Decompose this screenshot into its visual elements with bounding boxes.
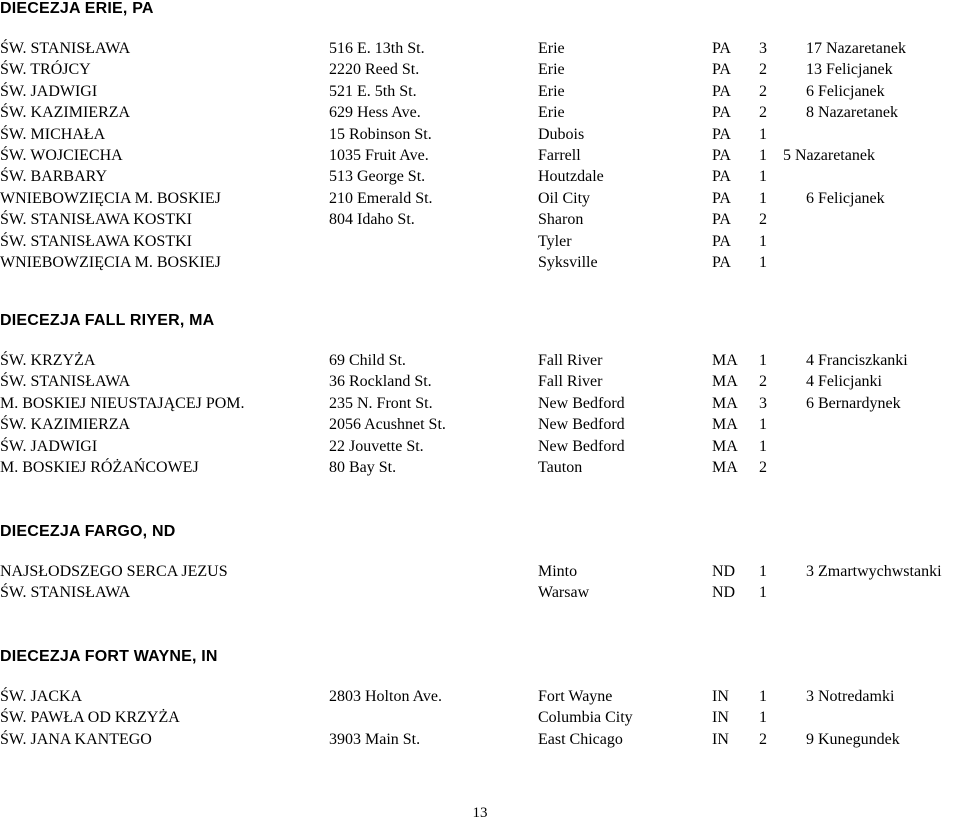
- parish-city: Tyler: [538, 232, 572, 250]
- parish-address: 2220 Reed St.: [329, 61, 420, 79]
- parish-row: [0, 209, 960, 230]
- parish-state: IN: [712, 709, 729, 727]
- parish-row: [0, 102, 960, 123]
- parish-row: [0, 414, 960, 435]
- parish-row: [0, 582, 960, 603]
- parish-address: 80 Bay St.: [329, 458, 397, 476]
- parish-city: New Bedford: [538, 416, 625, 434]
- parish-name: ŚW. KRZYŻA: [0, 352, 96, 369]
- section-heading: DIECEZJA FORT WAYNE, IN: [0, 648, 218, 665]
- parish-city: New Bedford: [538, 437, 625, 455]
- parish-state: PA: [712, 40, 731, 57]
- parish-city: Oil City: [538, 189, 591, 207]
- parish-state: PA: [712, 82, 731, 100]
- parish-city: Minto: [538, 563, 578, 580]
- parish-address: 69 Child St.: [329, 352, 406, 369]
- parish-address: 804 Idaho St.: [329, 211, 415, 229]
- parish-note: 4 Franciszkanki: [806, 352, 908, 369]
- parish-count: 2: [759, 61, 767, 79]
- parish-address: 629 Hess Ave.: [329, 104, 421, 122]
- parish-address: 2803 Holton Ave.: [329, 688, 443, 705]
- parish-row: [0, 686, 960, 707]
- section-heading: DIECEZJA FARGO, ND: [0, 523, 176, 540]
- parish-city: Syksville: [538, 253, 598, 271]
- parish-count: 1: [759, 253, 767, 271]
- parish-count: 1: [759, 563, 767, 580]
- parish-count: 2: [759, 211, 767, 229]
- parish-row: [0, 457, 960, 478]
- parish-note: 4 Felicjanki: [806, 373, 882, 391]
- parish-state: IN: [712, 730, 729, 748]
- parish-city: New Bedford: [538, 394, 625, 412]
- parish-name: ŚW. KAZIMIERZA: [0, 416, 131, 434]
- parish-row: [0, 231, 960, 252]
- parish-city: Tauton: [538, 458, 583, 476]
- parish-count: 1: [759, 437, 767, 455]
- parish-address: 3903 Main St.: [329, 730, 421, 748]
- parish-note: 17 Nazaretanek: [806, 40, 906, 57]
- section-heading: DIECEZJA ERIE, PA: [0, 0, 154, 17]
- parish-state: PA: [712, 61, 731, 79]
- parish-name: ŚW. TRÓJCY: [0, 61, 91, 79]
- parish-address: 15 Robinson St.: [329, 125, 432, 143]
- parish-note: 13 Felicjanek: [806, 61, 893, 79]
- parish-state: PA: [712, 168, 731, 186]
- parish-address: 521 E. 5th St.: [329, 82, 417, 100]
- parish-state: IN: [712, 688, 729, 705]
- parish-name: ŚW. STANISŁAWA: [0, 373, 131, 391]
- parish-row: [0, 707, 960, 728]
- parish-list: [0, 686, 960, 750]
- parish-row: [0, 166, 960, 187]
- parish-name: ŚW. JADWIGI: [0, 437, 98, 455]
- parish-list: [0, 38, 960, 273]
- parish-name: NAJSŁODSZEGO SERCA JEZUS: [0, 563, 228, 580]
- parish-name: M. BOSKIEJ NIEUSTAJĄCEJ POM.: [0, 394, 245, 412]
- parish-count: 2: [759, 730, 767, 748]
- parish-row: [0, 145, 960, 166]
- parish-count: 1: [759, 584, 767, 602]
- parish-count: 1: [759, 232, 767, 250]
- parish-row: [0, 188, 960, 209]
- parish-name: ŚW. STANISŁAWA: [0, 584, 131, 602]
- page-number: 13: [472, 805, 488, 821]
- parish-address: 235 N. Front St.: [329, 394, 433, 412]
- parish-city: Erie: [538, 61, 565, 79]
- parish-name: ŚW. PAWŁA OD KRZYŻA: [0, 709, 180, 727]
- parish-row: [0, 81, 960, 102]
- parish-row: [0, 350, 960, 371]
- parish-city: Sharon: [538, 211, 584, 229]
- parish-row: [0, 371, 960, 392]
- parish-row: [0, 124, 960, 145]
- parish-count: 1: [759, 146, 767, 164]
- parish-state: PA: [712, 189, 731, 207]
- parish-count: 1: [759, 168, 767, 186]
- parish-count: 1: [759, 416, 767, 434]
- parish-name: ŚW. KAZIMIERZA: [0, 104, 131, 122]
- parish-state: PA: [712, 211, 731, 229]
- parish-address: 1035 Fruit Ave.: [329, 146, 429, 164]
- parish-city: Fall River: [538, 352, 603, 369]
- parish-state: PA: [712, 104, 731, 122]
- parish-row: [0, 59, 960, 80]
- parish-address: 2056 Acushnet St.: [329, 416, 446, 434]
- parish-count: 1: [759, 125, 767, 143]
- parish-note: 6 Bernardynek: [806, 394, 901, 412]
- parish-note: 8 Nazaretanek: [806, 104, 898, 122]
- parish-state: PA: [712, 232, 731, 250]
- parish-state: MA: [712, 352, 738, 369]
- parish-state: ND: [712, 563, 736, 580]
- parish-city: Erie: [538, 104, 565, 122]
- parish-name: ŚW. WOJCIECHA: [0, 146, 123, 164]
- parish-name: WNIEBOWZIĘCIA M. BOSKIEJ: [0, 189, 221, 207]
- parish-count: 1: [759, 688, 767, 705]
- parish-count: 2: [759, 373, 767, 391]
- parish-name: ŚW. JANA KANTEGO: [0, 730, 152, 748]
- parish-state: PA: [712, 125, 731, 143]
- parish-note: 5 Nazaretanek: [783, 146, 875, 164]
- parish-city: Fort Wayne: [538, 688, 613, 705]
- parish-note: 6 Felicjanek: [806, 82, 885, 100]
- parish-count: 1: [759, 709, 767, 727]
- parish-note: 3 Notredamki: [806, 688, 895, 705]
- parish-state: PA: [712, 146, 731, 164]
- parish-city: Columbia City: [538, 709, 633, 727]
- parish-list: [0, 561, 960, 604]
- parish-address: 36 Rockland St.: [329, 373, 432, 391]
- parish-city: Erie: [538, 82, 565, 100]
- parish-name: ŚW. MICHAŁA: [0, 125, 106, 143]
- parish-list: [0, 350, 960, 478]
- parish-address: 516 E. 13th St.: [329, 40, 425, 57]
- parish-state: MA: [712, 373, 738, 391]
- parish-count: 1: [759, 189, 767, 207]
- parish-address: 210 Emerald St.: [329, 189, 433, 207]
- parish-address: 22 Jouvette St.: [329, 437, 424, 455]
- parish-city: Dubois: [538, 125, 585, 143]
- parish-row: [0, 252, 960, 273]
- parish-count: 3: [759, 394, 767, 412]
- section-heading: DIECEZJA FALL RIYER, MA: [0, 312, 215, 329]
- parish-state: ND: [712, 584, 736, 602]
- parish-row: [0, 561, 960, 582]
- parish-city: East Chicago: [538, 730, 623, 748]
- parish-name: ŚW. STANISŁAWA KOSTKI: [0, 232, 192, 250]
- parish-row: [0, 393, 960, 414]
- parish-state: MA: [712, 437, 738, 455]
- parish-name: M. BOSKIEJ RÓŻAŃCOWEJ: [0, 458, 199, 476]
- parish-city: Erie: [538, 40, 565, 57]
- parish-city: Houtzdale: [538, 168, 604, 186]
- parish-note: 9 Kunegundek: [806, 730, 900, 748]
- parish-state: MA: [712, 394, 738, 412]
- parish-state: MA: [712, 416, 738, 434]
- parish-count: 1: [759, 352, 767, 369]
- parish-name: ŚW. JADWIGI: [0, 82, 98, 100]
- parish-name: ŚW. STANISŁAWA: [0, 40, 131, 57]
- parish-row: [0, 436, 960, 457]
- parish-count: 3: [759, 40, 767, 57]
- parish-count: 2: [759, 82, 767, 100]
- parish-row: [0, 38, 960, 59]
- parish-address: 513 George St.: [329, 168, 426, 186]
- parish-name: ŚW. STANISŁAWA KOSTKI: [0, 211, 192, 229]
- parish-count: 2: [759, 104, 767, 122]
- parish-name: WNIEBOWZIĘCIA M. BOSKIEJ: [0, 253, 221, 271]
- parish-name: ŚW. BARBARY: [0, 168, 107, 186]
- parish-city: Farrell: [538, 146, 581, 164]
- parish-note: 3 Zmartwychwstanki: [806, 563, 942, 580]
- parish-city: Warsaw: [538, 584, 590, 602]
- parish-row: [0, 729, 960, 750]
- parish-state: MA: [712, 458, 738, 476]
- parish-count: 2: [759, 458, 767, 476]
- parish-state: PA: [712, 253, 731, 271]
- parish-note: 6 Felicjanek: [806, 189, 885, 207]
- parish-name: ŚW. JACKA: [0, 688, 83, 705]
- parish-city: Fall River: [538, 373, 603, 391]
